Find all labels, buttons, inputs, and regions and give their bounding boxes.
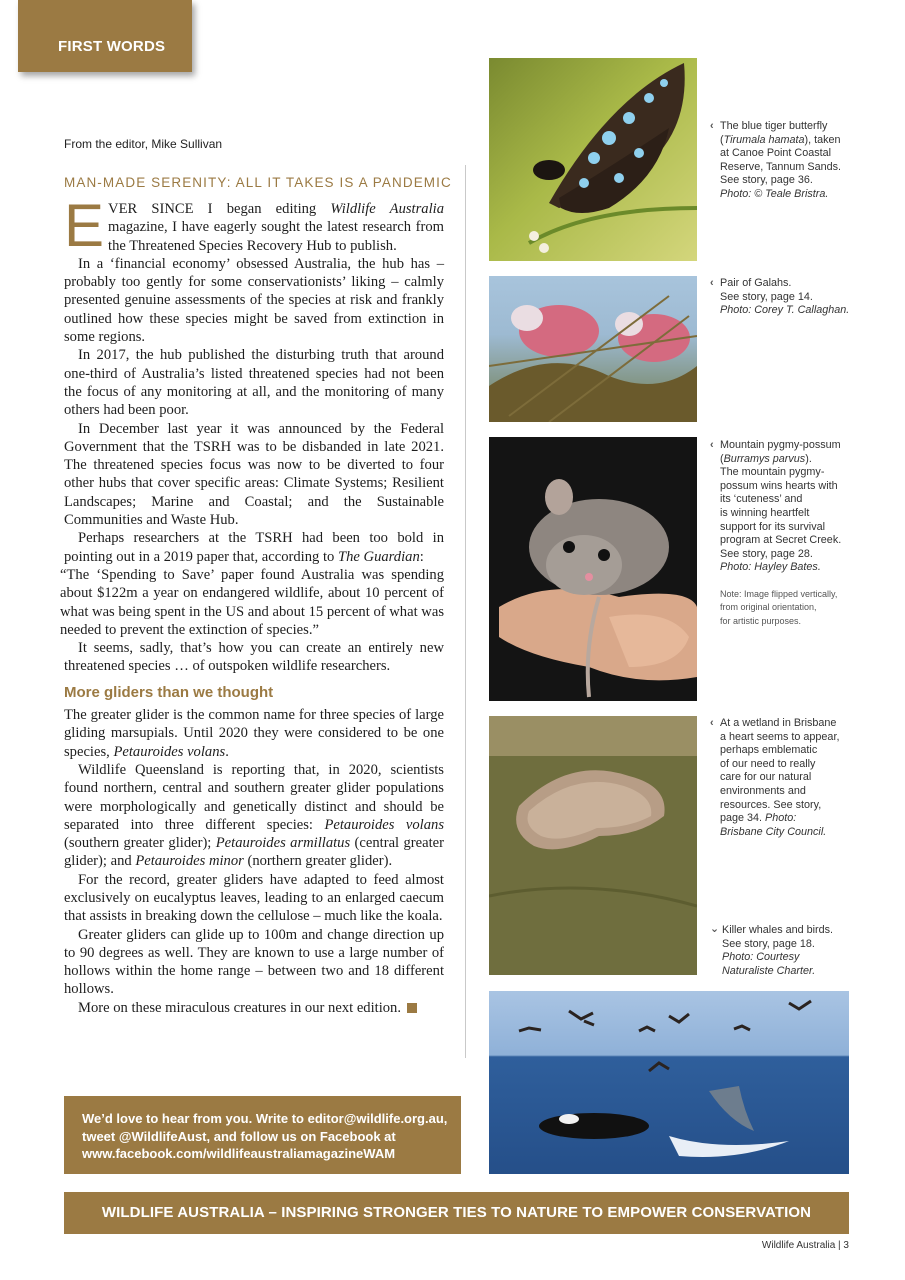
killer-whales-illustration xyxy=(489,991,849,1174)
chevron-left-icon: ‹ xyxy=(710,439,714,451)
article-paragraph: In 2017, the hub published the disturbing truth that around one-third of Australia’s listed threatened species had not been the focus of any monitoring at all, and the monitoring of many others had been poor. xyxy=(64,347,444,419)
headline: MAN-MADE SERENITY: ALL IT TAKES IS A PANDEMIC xyxy=(64,175,452,190)
article-paragraph: In a ‘financial economy’ obsessed Australia, the hub has – probably too gently for some conservationists’ liking – calmly presented genuine assessments of the species at risk and frankly outlined how these species might be saved from extinction in some regions. xyxy=(64,255,444,346)
contact-text: We’d love to hear from you. Write to editor@wildlife.org.au, tweet @WildlifeAust, and follow us on Facebook at www.facebook.com/wildlifeaustraliamagazineWAM xyxy=(82,1111,448,1161)
article-paragraph: For the record, greater gliders have adapted to feed almost exclusively on eucalyptus leaves, leading to an enlarged caecum that assists in breaking down the cellulose – much like the koala. xyxy=(64,871,444,925)
galahs-photo xyxy=(489,276,697,422)
possum-photo xyxy=(489,437,697,701)
wetland-photo xyxy=(489,716,697,975)
chevron-left-icon: ‹ xyxy=(710,120,714,132)
article-paragraph: The greater glider is the common name for three species of large gliding marsupials. Until 2020 they were considered to be one species, Petauroides volans. xyxy=(64,707,444,760)
tagline-text: WILDLIFE AUSTRALIA – INSPIRING STRONGER TIES TO NATURE TO EMPOWER CONSERVATION xyxy=(101,1204,812,1221)
column-divider xyxy=(465,165,466,1058)
whales-caption: ⌄ Killer whales and birds. See story, page 18. Photo: Courtesy Naturaliste Charter. xyxy=(710,923,834,977)
article-body xyxy=(60,192,445,1017)
contact-box xyxy=(64,1096,461,1174)
tagline-banner xyxy=(64,1192,849,1234)
killer-whales-photo xyxy=(489,991,849,1174)
possum-caption: ‹ Mountain pygmy-possum (Burramys parvus). The mountain pygmy- possum wins hearts with its ‘cuteness’ and is winning heartfelt support for its survival program at Secret Creek. See story, page 28. Photo: Hayley Bates. Note: Image flipped vertically, from original orientation, for artistic purposes. xyxy=(720,439,865,628)
possum-illustration xyxy=(489,437,697,701)
end-mark xyxy=(407,1003,417,1013)
butterfly-illustration xyxy=(489,58,697,261)
section-tab-label: FIRST WORDS xyxy=(58,38,166,55)
chevron-left-icon: ‹ xyxy=(710,277,714,289)
galahs-caption: ‹ Pair of Galahs. See story, page 14. Photo: Corey T. Callaghan. xyxy=(710,277,850,317)
byline: From the editor, Mike Sullivan xyxy=(64,137,223,151)
article-paragraph: EVER SINCE I began editing Wildlife Australia magazine, I have eagerly sought the latest research from the Threatened Species Recovery Hub to publish. xyxy=(64,192,444,259)
wetland-illustration xyxy=(489,716,697,975)
chevron-down-icon: ⌄ xyxy=(710,923,720,935)
subheading: More gliders than we thought xyxy=(64,683,274,701)
galahs-illustration xyxy=(489,276,697,422)
page-number: Wildlife Australia | 3 xyxy=(761,1240,849,1251)
section-tab xyxy=(18,0,192,72)
image-note: Note: Image flipped vertically, from original orientation, for artistic purposes. xyxy=(720,588,838,626)
article-paragraph: In December last year it was announced by the Federal Government that the TSRH was to be disbanded in late 2021. The threatened species focus was now to be diverted to four other hubs that cover specific areas: Climate Systems; Resilient Landscapes; Marine and Coastal; and the Sustainable Communities and Waste Hub. xyxy=(64,420,444,529)
article-quote: “The ‘Spending to Save’ paper found Australia was spending about $122m a year on endangered wildlife, about 10 percent of what was being spent in the US and about 15 percent of what was needed to prevent the extinction of species.” xyxy=(60,566,444,638)
article-paragraph: Perhaps researchers at the TSRH had been too bold in pointing out in a 2019 paper that, according to The Guardian: xyxy=(64,530,444,565)
article-paragraph: Greater gliders can glide up to 100m and change direction up to 90 degrees as well. They are known to use a large number of hollows within the home range – between two and 18 different hollows. xyxy=(64,926,444,998)
wetland-caption: ‹ At a wetland in Brisbane a heart seems to appear, perhaps emblematic of our need to really care for our natural environments and resources. See story, page 34. Photo: Brisbane City Council. xyxy=(710,717,840,838)
drop-cap: E xyxy=(64,192,105,259)
article-paragraph: It seems, sadly, that’s how you can create an entirely new threatened species … of outspoken wildlife researchers. xyxy=(64,640,444,675)
butterfly-photo xyxy=(489,58,697,261)
chevron-left-icon: ‹ xyxy=(710,717,714,729)
article-paragraph: Wildlife Queensland is reporting that, in 2020, scientists found northern, central and southern greater glider populations were morphologically and genetically distinct and should be separated into three different species: Petauroides volans (southern greater glider); Petauroides armillatus (central greater glider); and Petauroides minor (northern greater glider). xyxy=(64,761,445,870)
article-paragraph: More on these miraculous creatures in our next edition. xyxy=(64,999,444,1017)
butterfly-caption: ‹ The blue tiger butterfly (Tirumala hamata), taken at Canoe Point Coastal Reserve, Tannum Sands. See story, page 36. Photo: © Teale Bristra. xyxy=(710,120,842,200)
